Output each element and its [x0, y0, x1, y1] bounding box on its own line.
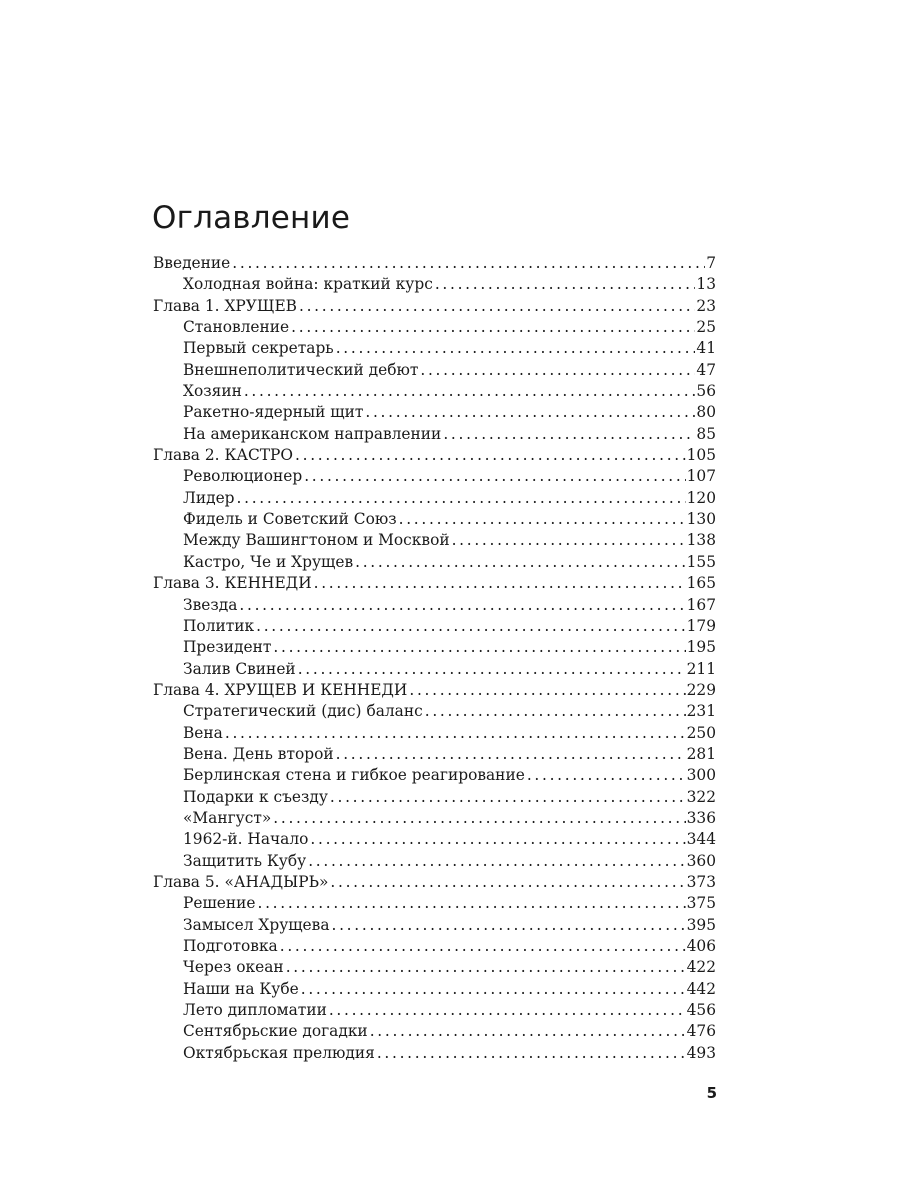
toc-entry-title: Политик	[183, 616, 255, 635]
dot-leader	[420, 360, 695, 381]
toc-entry-title: Лидер	[183, 488, 235, 507]
dot-leader	[239, 595, 685, 616]
dot-leader	[452, 530, 686, 551]
toc-entry-page: 155	[686, 552, 716, 571]
dot-leader	[377, 1043, 686, 1064]
toc-entry-page: 47	[696, 360, 716, 379]
dot-leader	[314, 573, 686, 594]
toc-entry-title: Холодная война: краткий курс	[183, 275, 433, 294]
dot-leader	[244, 381, 696, 402]
toc-entry-title: Между Вашингтоном и Москвой	[183, 531, 450, 550]
toc-section-entry[interactable]	[153, 1000, 716, 1021]
toc-entry-page: 322	[686, 787, 716, 806]
toc-chapter-entry[interactable]	[153, 296, 716, 317]
toc-entry-title: 1962-й. Начало	[183, 830, 309, 849]
toc-section-entry[interactable]	[153, 317, 716, 338]
page-title: Оглавление	[152, 200, 351, 236]
toc-section-entry[interactable]	[153, 936, 716, 957]
dot-leader	[301, 979, 686, 1000]
toc-entry-title: Глава 1. ХРУЩЕВ	[153, 296, 297, 315]
toc-entry-page: 336	[686, 808, 716, 827]
dot-leader	[299, 296, 695, 317]
dot-leader	[258, 893, 686, 914]
toc-section-entry[interactable]	[153, 851, 716, 872]
toc-section-entry[interactable]	[153, 765, 716, 786]
toc-entry-page: 85	[696, 424, 716, 443]
toc-entry-page: 231	[686, 702, 716, 721]
toc-section-entry[interactable]	[153, 957, 716, 978]
toc-entry-page: 138	[686, 531, 716, 550]
toc-entry-page: 373	[686, 872, 716, 891]
toc-entry-page: 41	[696, 339, 716, 358]
toc-entry-title: Через океан	[183, 958, 284, 977]
toc-entry-page: 167	[686, 595, 716, 614]
dot-leader	[399, 509, 686, 530]
dot-leader	[256, 616, 685, 637]
dot-leader	[273, 637, 685, 658]
dot-leader	[304, 466, 685, 487]
toc-entry-title: Глава 3. КЕННЕДИ	[153, 574, 312, 593]
dot-leader	[336, 744, 686, 765]
dot-leader	[232, 253, 705, 274]
toc-section-entry[interactable]	[153, 979, 716, 1000]
toc-entry-title: Залив Свиней	[183, 659, 296, 678]
dot-leader	[409, 680, 685, 701]
toc-entry-title: Хозяин	[183, 382, 242, 401]
toc-chapter-entry[interactable]	[153, 573, 716, 594]
toc-chapter-entry[interactable]	[153, 872, 716, 893]
table-of-contents	[153, 253, 716, 1064]
toc-entry-page: 211	[686, 659, 716, 678]
dot-leader	[330, 787, 686, 808]
toc-section-entry[interactable]	[153, 893, 716, 914]
dot-leader	[280, 936, 686, 957]
dot-leader	[273, 808, 685, 829]
toc-entry-title: Звезда	[183, 595, 238, 614]
dot-leader	[286, 957, 686, 978]
toc-entry-title: Становление	[183, 318, 290, 337]
toc-entry-page: 56	[696, 382, 716, 401]
toc-chapter-entry[interactable]	[153, 445, 716, 466]
toc-entry-title: Введение	[153, 254, 231, 272]
toc-entry-title: Подарки к съезду	[183, 787, 328, 806]
dot-leader	[370, 1021, 686, 1042]
toc-entry-page: 375	[686, 894, 716, 913]
toc-section-entry[interactable]	[153, 701, 716, 722]
dot-leader	[425, 701, 686, 722]
toc-section-entry[interactable]	[153, 360, 716, 381]
dot-leader	[330, 872, 685, 893]
toc-entry-title: Вена. День второй	[183, 744, 334, 763]
dot-leader	[443, 424, 695, 445]
toc-entry-page: 130	[686, 510, 716, 529]
toc-entry-page: 406	[686, 937, 716, 955]
toc-entry-page: 107	[686, 467, 716, 486]
toc-section-entry[interactable]	[153, 530, 716, 551]
toc-entry-page: 281	[686, 744, 716, 763]
toc-entry-title: Революционер	[183, 467, 303, 486]
dot-leader	[365, 402, 695, 423]
toc-entry-page: 23	[696, 296, 716, 315]
dot-leader	[237, 488, 686, 509]
toc-entry-title: Подготовка	[183, 937, 278, 955]
toc-section-entry[interactable]	[153, 381, 716, 402]
toc-entry-page: 493	[686, 1043, 716, 1062]
toc-entry-page: 105	[686, 446, 716, 465]
toc-entry-page: 300	[686, 766, 716, 785]
toc-section-entry[interactable]	[153, 488, 716, 509]
toc-entry-page: 360	[686, 851, 716, 870]
toc-section-entry[interactable]	[153, 616, 716, 637]
toc-section-entry[interactable]	[153, 274, 716, 295]
toc-chapter-entry[interactable]	[153, 253, 716, 274]
toc-section-entry[interactable]	[153, 424, 716, 445]
toc-entry-title: Решение	[183, 894, 256, 913]
toc-section-entry[interactable]	[153, 915, 716, 936]
toc-entry-title: Наши на Кубе	[183, 979, 299, 998]
toc-section-entry[interactable]	[153, 659, 716, 680]
toc-chapter-entry[interactable]	[153, 680, 716, 701]
toc-entry-page: 179	[686, 616, 716, 635]
dot-leader	[329, 1000, 686, 1021]
toc-entry-title: Сентябрьские догадки	[183, 1022, 368, 1041]
toc-entry-title: Октябрьская прелюдия	[183, 1043, 375, 1062]
toc-section-entry[interactable]	[153, 723, 716, 744]
dot-leader	[527, 765, 686, 786]
toc-entry-title: Защитить Кубу	[183, 851, 307, 870]
toc-entry-title: Президент	[183, 638, 272, 657]
page-number: 5	[706, 1084, 717, 1102]
toc-entry-page: 442	[686, 979, 716, 998]
toc-entry-page: 476	[686, 1022, 716, 1041]
dot-leader	[310, 829, 685, 850]
dot-leader	[308, 851, 685, 872]
toc-entry-page: 80	[696, 403, 716, 422]
toc-entry-title: Вена	[183, 723, 223, 742]
toc-entry-page: 344	[686, 830, 716, 849]
toc-entry-title: Лето дипломатии	[183, 1001, 327, 1020]
toc-section-entry[interactable]	[153, 744, 716, 765]
dot-leader	[332, 915, 686, 936]
toc-section-entry[interactable]	[153, 466, 716, 487]
toc-entry-page: 250	[686, 723, 716, 742]
toc-entry-title: Кастро, Че и Хрущев	[183, 552, 354, 571]
toc-entry-title: Глава 4. ХРУЩЕВ И КЕННЕДИ	[153, 680, 408, 699]
toc-entry-title: На американском направлении	[183, 424, 442, 443]
toc-entry-title: Ракетно-ядерный щит	[183, 403, 364, 422]
toc-section-entry[interactable]	[153, 509, 716, 530]
toc-section-entry[interactable]	[153, 552, 716, 573]
toc-entry-page: 456	[686, 1001, 716, 1020]
dot-leader	[225, 723, 686, 744]
dot-leader	[295, 445, 686, 466]
toc-entry-title: Замысел Хрущева	[183, 915, 330, 934]
toc-entry-page: 120	[686, 488, 716, 507]
toc-section-entry[interactable]	[153, 829, 716, 850]
toc-entry-title: «Мангуст»	[183, 808, 272, 827]
dot-leader	[435, 274, 696, 295]
toc-entry-title: Первый секретарь	[183, 339, 334, 358]
toc-entry-title: Глава 2. КАСТРО	[153, 446, 294, 465]
toc-entry-page: 165	[686, 574, 716, 593]
toc-entry-page: 25	[696, 318, 716, 337]
toc-entry-page: 422	[686, 958, 716, 977]
toc-entry-title: Внешнеполитический дебют	[183, 360, 419, 379]
toc-section-entry[interactable]	[153, 1043, 716, 1064]
toc-entry-page: 13	[696, 275, 716, 294]
toc-section-entry[interactable]	[153, 808, 716, 829]
toc-entry-page: 195	[686, 638, 716, 657]
dot-leader	[291, 317, 695, 338]
toc-section-entry[interactable]	[153, 787, 716, 808]
toc-section-entry[interactable]	[153, 1021, 716, 1042]
toc-section-entry[interactable]	[153, 637, 716, 658]
dot-leader	[355, 552, 685, 573]
dot-leader	[336, 338, 696, 359]
toc-entry-title: Берлинская стена и гибкое реагирование	[183, 766, 525, 785]
toc-section-entry[interactable]	[153, 338, 716, 359]
toc-entry-title: Стратегический (дис) баланс	[183, 702, 423, 721]
toc-section-entry[interactable]	[153, 402, 716, 423]
toc-entry-page: 395	[686, 915, 716, 934]
toc-entry-title: Глава 5. «АНАДЫРЬ»	[153, 872, 329, 891]
dot-leader	[298, 659, 686, 680]
toc-entry-page: 229	[686, 680, 716, 699]
toc-entry-title: Фидель и Советский Союз	[183, 510, 397, 529]
toc-section-entry[interactable]	[153, 595, 716, 616]
toc-entry-page: 7	[706, 254, 716, 272]
